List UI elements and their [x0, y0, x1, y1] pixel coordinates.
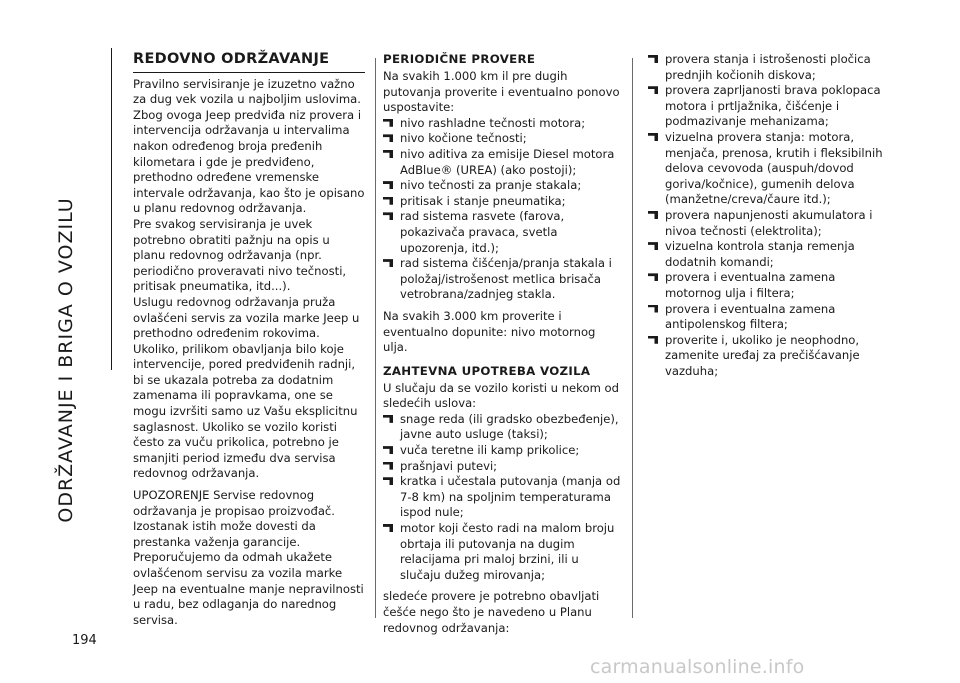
bullet-icon — [383, 181, 393, 189]
list-item: provera i eventualna zamena motornog ulja i filtera; — [648, 270, 883, 301]
chapter-divider — [111, 48, 112, 370]
list-item: vizuelna provera stanja: motora, menjača, prenosa, krutih i fleksibilnih delova cevovoda (auspuh/dovod goriva/kočnice), gumenih delova (manžetne/creva/čaure itd.); — [648, 130, 883, 208]
section-heading-periodic-checks: PERIODIČNE PROVERE — [383, 52, 536, 66]
page-number: 194 — [72, 633, 97, 648]
bullet-icon — [383, 119, 393, 127]
bullet-icon — [383, 415, 393, 423]
bullet-icon — [383, 134, 393, 142]
column-1 — [133, 52, 365, 628]
paragraph: Uslugu redovnog održavanja pruža ovlašćeni servis za vozila marke Jeep u prethodno određenim rokovima. Ukoliko, prilikom obavljanja bilo koje intervencije, pored predviđenih radnji, bi se ukazala potreba za dodatnim zamenama ili popravkama, one se mogu izvršiti samo uz Vašu eksplicitnu saglasnost. Ukoliko se vozilo koristi često za vuču prikolica, potrebno je smanjiti period između dva servisa redovnog održavanja. — [133, 294, 360, 481]
bullet-icon — [383, 259, 393, 267]
paragraph: U slučaju da se vozilo koristi u nekom od sledećih uslova: — [383, 380, 619, 411]
list-item: nivo kočione tečnosti; — [383, 131, 623, 147]
bullet-icon — [648, 133, 658, 141]
list-item: pritisak i stanje pneumatika; — [383, 194, 623, 210]
list-item: nivo rashladne tečnosti motora; — [383, 116, 623, 132]
bullet-icon — [383, 524, 393, 532]
column-2 — [383, 52, 623, 636]
paragraph: Na svakih 1.000 km il pre dugih putovanja proverite i eventualno ponovo uspostavite: — [383, 69, 620, 115]
list-item: kratka i učestala putovanja (manja od 7-8 km) na spoljnim temperaturama ispod nule; — [383, 474, 623, 521]
bullet-icon — [648, 336, 658, 344]
list-item: provera i eventualna zamena antipolenskog filtera; — [648, 302, 883, 333]
bullet-icon — [648, 211, 658, 219]
paragraph: Na svakih 3.000 km proverite i eventualno dopunite: nivo motornog ulja. — [383, 308, 596, 355]
list-item: motor koji često radi na malom broju obrtaja ili putovanja na dugim relacijama pri maloj brzini, ili u slučaju dužeg mirovanja; — [383, 521, 623, 583]
bullet-icon — [648, 273, 658, 281]
bullet-icon — [383, 212, 393, 220]
column-divider — [375, 58, 376, 618]
warning-paragraph: UPOZORENJE Servise redovnog održavanja je propisao proizvođač. Izostanak istih može dovesti da prestanka važenja garancije. Preporučujemo da odmah ukažete ovlašćenom servisu za vozila marke Jeep na eventualne manje nepravilnosti u radu, bez odlaganja do narednog servisa. — [133, 488, 364, 627]
list-item: rad sistema rasvete (farova, pokazivača pravaca, svetla upozorenja, itd.); — [383, 209, 623, 256]
bullet-icon — [383, 446, 393, 454]
column-3 — [648, 52, 883, 379]
list-item: provera stanja i istrošenosti pločica prednjih kočionih diskova; — [648, 52, 883, 83]
bullet-icon — [383, 462, 393, 470]
bullet-icon — [383, 477, 393, 485]
list-item: prašnjavi putevi; — [383, 459, 623, 475]
bullet-icon — [383, 197, 393, 205]
list-item: vizuelna kontrola stanja remenja dodatnih komandi; — [648, 239, 883, 270]
list-item: nivo tečnosti za pranje stakala; — [383, 178, 623, 194]
list-item: nivo aditiva za emisije Diesel motora AdBlue® (UREA) (ako postoji); — [383, 147, 623, 178]
list-item: provera zaprljanosti brava poklopaca motora i prtljažnika, čišćenje i podmazivanje mehanizama; — [648, 83, 883, 130]
column-divider — [632, 58, 633, 618]
paragraph: Pre svakog servisiranja je uvek potrebno obratiti pažnju na opis u planu redovnog održavanja (npr. periodično proveravati nivo tečnosti, pritisak pneumatika, itd...). — [133, 216, 347, 294]
list-item: proverite i, ukoliko je neophodno, zamenite uređaj za prečišćavanje vazduha; — [648, 333, 883, 380]
bullet-icon — [648, 305, 658, 313]
bullet-icon — [648, 55, 658, 63]
section-heading-regular-maintenance: REDOVNO ODRŽAVANJE — [133, 52, 365, 73]
paragraph: Pravilno servisiranje je izuzetno važno za dug vek vozila u najboljim uslovima. Zbog ovoga Jeep predviđa niz provera i intervencija održavanja u intervalima nakon određenog broja pređenih kilometara i gde je predviđeno, prethodno određene vremenske intervale održavanja, kao što je opisano u planu redovnog održavanja. — [133, 76, 365, 216]
bullet-icon — [648, 242, 658, 250]
chapter-title: ODRŽAVANJE I BRIGA O VOZILU — [55, 197, 77, 523]
list-item: rad sistema čišćenja/pranja stakala i položaj/istrošenost metlica brisača vetrobrana/zadnjeg stakla. — [383, 256, 623, 303]
paragraph: sledeće provere je potrebno obavljati češće nego što je navedeno u Planu redovnog održavanja: — [383, 589, 600, 635]
watermark-text: carmanualsonline.info — [590, 656, 805, 678]
section-heading-demanding-use: ZAHTEVNA UPOTREBA VOZILA — [383, 363, 591, 378]
list-item: provera napunjenosti akumulatora i nivoa tečnosti (elektrolita); — [648, 208, 883, 239]
bullet-icon — [648, 86, 658, 94]
list-item: snage reda (ili gradsko obezbeđenje), javne auto usluge (taksi); — [383, 412, 623, 443]
bullet-icon — [383, 150, 393, 158]
list-item: vuča teretne ili kamp prikolice; — [383, 443, 623, 459]
